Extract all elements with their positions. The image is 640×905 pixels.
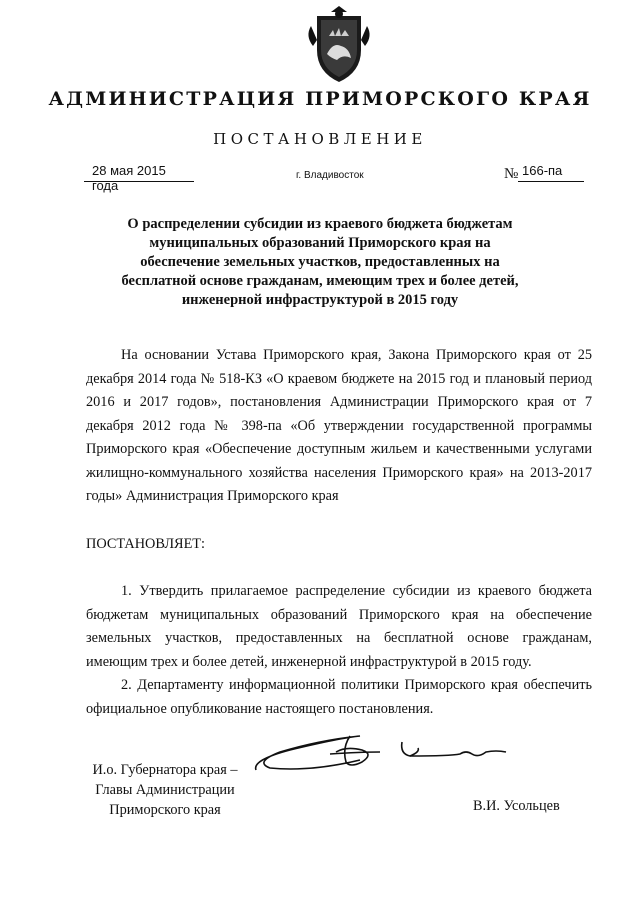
- number-underline: [518, 181, 584, 182]
- resolution-item-2: 2. Департаменту информационной политики Приморского края обеспечить официальное опубликование настоящего постановления.: [86, 677, 592, 717]
- document-city: г. Владивосток: [296, 170, 364, 181]
- signatory-line: Главы Администрации: [95, 782, 235, 798]
- title-line: муниципальных образований Приморского края на: [149, 235, 491, 251]
- signatory-line: И.о. Губернатора края –: [92, 762, 238, 778]
- document-number: 166-па: [522, 163, 563, 178]
- number-sign: №: [504, 166, 519, 182]
- document-type: ПОСТАНОВЛЕНИЕ: [213, 130, 427, 148]
- document-date: 28 мая 2015 года: [92, 163, 166, 193]
- resolves-heading: ПОСТАНОВЛЯЕТ:: [86, 536, 206, 552]
- handwritten-signature-icon: [250, 722, 510, 792]
- signatory-line: Приморского края: [109, 802, 221, 818]
- date-underline: [84, 181, 194, 182]
- organization-name: АДМИНИСТРАЦИЯ ПРИМОРСКОГО КРАЯ: [48, 88, 592, 110]
- resolution-item-1: 1. Утвердить прилагаемое распределение субсидии из краевого бюджета бюджетам муниципальных образований Приморского края на обеспечение земельных участков, предоставленных на бесплатной основе гражданам, имеющим трех и более детей, инженерной инфраструктурой в 2015 году.: [86, 583, 592, 670]
- signer-name: В.И. Усольцев: [473, 798, 560, 814]
- title-line: О распределении субсидии из краевого бюджета бюджетам: [127, 216, 513, 232]
- document-title: [120, 215, 520, 310]
- title-line: обеспечение земельных участков, предоставленных на: [140, 254, 500, 270]
- title-line: инженерной инфраструктурой в 2015 году: [181, 292, 459, 308]
- preamble-paragraph: На основании Устава Приморского края, Закона Приморского края от 25 декабря 2014 года № 518-КЗ «О краевом бюджете на 2015 год и плановый период 2016 и 2017 годов», постановления Администрации Приморского края от 7 декабря 2012 года № 398-па «Об утверждении государственной программы Приморского края «Обеспечение доступным жильем и качественными услугами жилищно-коммунального хозяйства населения Приморского края» на 2013-2017 годы» Администрация Приморского края: [86, 347, 592, 504]
- title-line: бесплатной основе гражданам, имеющим трех и более детей,: [121, 273, 519, 289]
- signatory-block: [80, 760, 250, 820]
- coat-of-arms-icon: [303, 6, 375, 86]
